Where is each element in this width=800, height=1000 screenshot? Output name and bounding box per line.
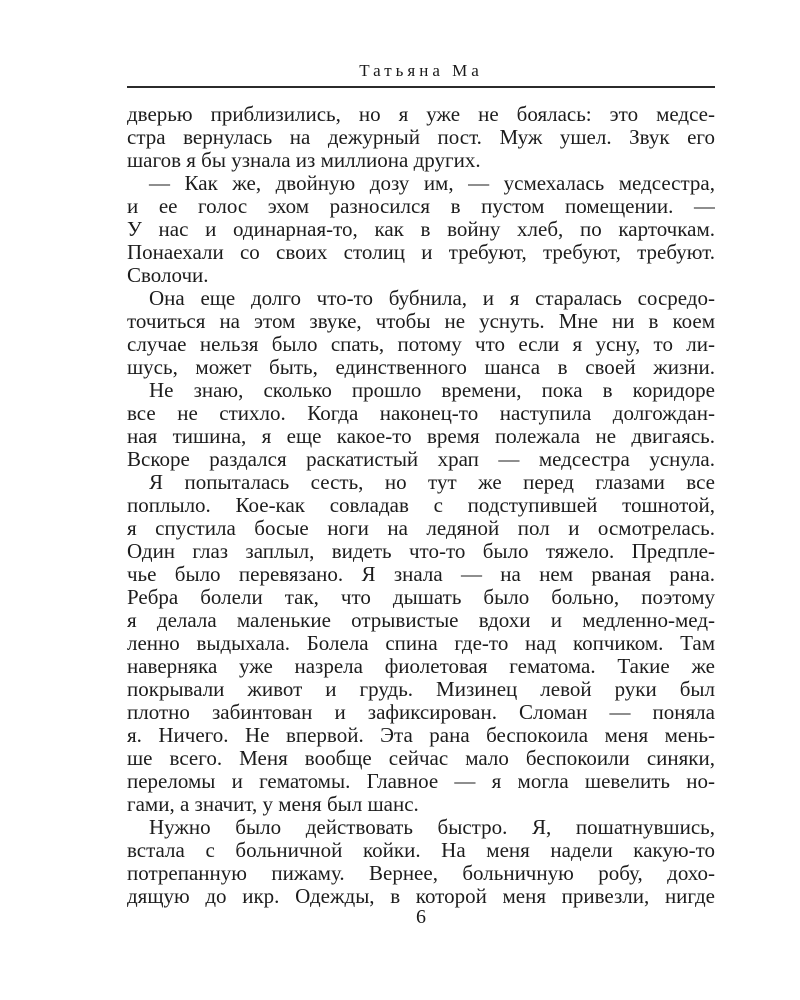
text-line: Она еще долго что-то бубнила, и я старалась сосредо- <box>149 287 715 310</box>
text-line: переломы и гематомы. Главное — я могла шевелить но- <box>127 770 715 793</box>
page-number: 6 <box>416 906 426 928</box>
text-line: я спустила босые ноги на ледяной пол и осмотрелась. <box>127 517 715 540</box>
text-line: Вскоре раздался раскатистый храп — медсестра уснула. <box>127 448 715 471</box>
text-line: все не стихло. Когда наконец-то наступила долгождан- <box>127 402 715 425</box>
text-line: плотно забинтован и зафиксирован. Сломан — поняла <box>127 701 715 724</box>
text-line: Не знаю, сколько прошло времени, пока в коридоре <box>149 379 715 402</box>
text-line: встала с больничной койки. На меня надели какую-то <box>127 839 715 862</box>
text-line: У нас и одинарная-то, как в войну хлеб, по карточкам. <box>127 218 715 241</box>
text-line: наверняка уже назрела фиолетовая гематома. Такие же <box>127 655 715 678</box>
text-line: дящую до икр. Одежды, в которой меня привезли, нигде <box>127 885 715 908</box>
text-line: Я попыталась сесть, но тут же перед глазами все <box>149 471 715 494</box>
text-line: шагов я бы узнала из миллиона других. <box>127 149 481 172</box>
header-rule <box>127 86 715 88</box>
text-line: я делала маленькие отрывистые вдохи и медленно-мед- <box>127 609 715 632</box>
text-line: дверью приблизились, но я уже не боялась: это медсе- <box>127 103 715 126</box>
running-header: Татьяна Ма <box>359 61 483 80</box>
text-line: чье было перевязано. Я знала — на нем рваная рана. <box>127 563 715 586</box>
text-line: и ее голос эхом разносился в пустом помещении. — <box>127 195 715 218</box>
text-line: точиться на этом звуке, чтобы не уснуть. Мне ни в коем <box>127 310 715 333</box>
text-line: ше всего. Меня вообще сейчас мало беспокоили синяки, <box>127 747 715 770</box>
text-line: ленно выдыхала. Болела спина где-то над копчиком. Там <box>127 632 715 655</box>
text-line: поплыло. Кое-как совладав с подступившей тошнотой, <box>127 494 715 517</box>
text-line: случае нельзя было спать, потому что если я усну, то ли- <box>127 333 715 356</box>
text-line: шусь, может быть, единственного шанса в своей жизни. <box>127 356 715 379</box>
text-line: стра вернулась на дежурный пост. Муж ушел. Звук его <box>127 126 715 149</box>
text-line: я. Ничего. Не впервой. Эта рана беспокоила меня мень- <box>127 724 715 747</box>
text-line: Нужно было действовать быстро. Я, пошатнувшись, <box>149 816 715 839</box>
body-text <box>127 103 715 908</box>
text-line: Сволочи. <box>127 264 209 287</box>
text-line: покрывали живот и грудь. Мизинец левой руки был <box>127 678 715 701</box>
text-line: Понаехали со своих столиц и требуют, требуют, требуют. <box>127 241 715 264</box>
text-line: Ребра болели так, что дышать было больно, поэтому <box>127 586 715 609</box>
text-line: Один глаз заплыл, видеть что-то было тяжело. Предпле- <box>127 540 715 563</box>
text-line: — Как же, двойную дозу им, — усмехалась медсестра, <box>149 172 715 195</box>
text-line: гами, а значит, у меня был шанс. <box>127 793 419 816</box>
text-line: потрепанную пижаму. Вернее, больничную робу, дохо- <box>127 862 715 885</box>
text-line: ная тишина, я еще какое-то время полежала не двигаясь. <box>127 425 715 448</box>
